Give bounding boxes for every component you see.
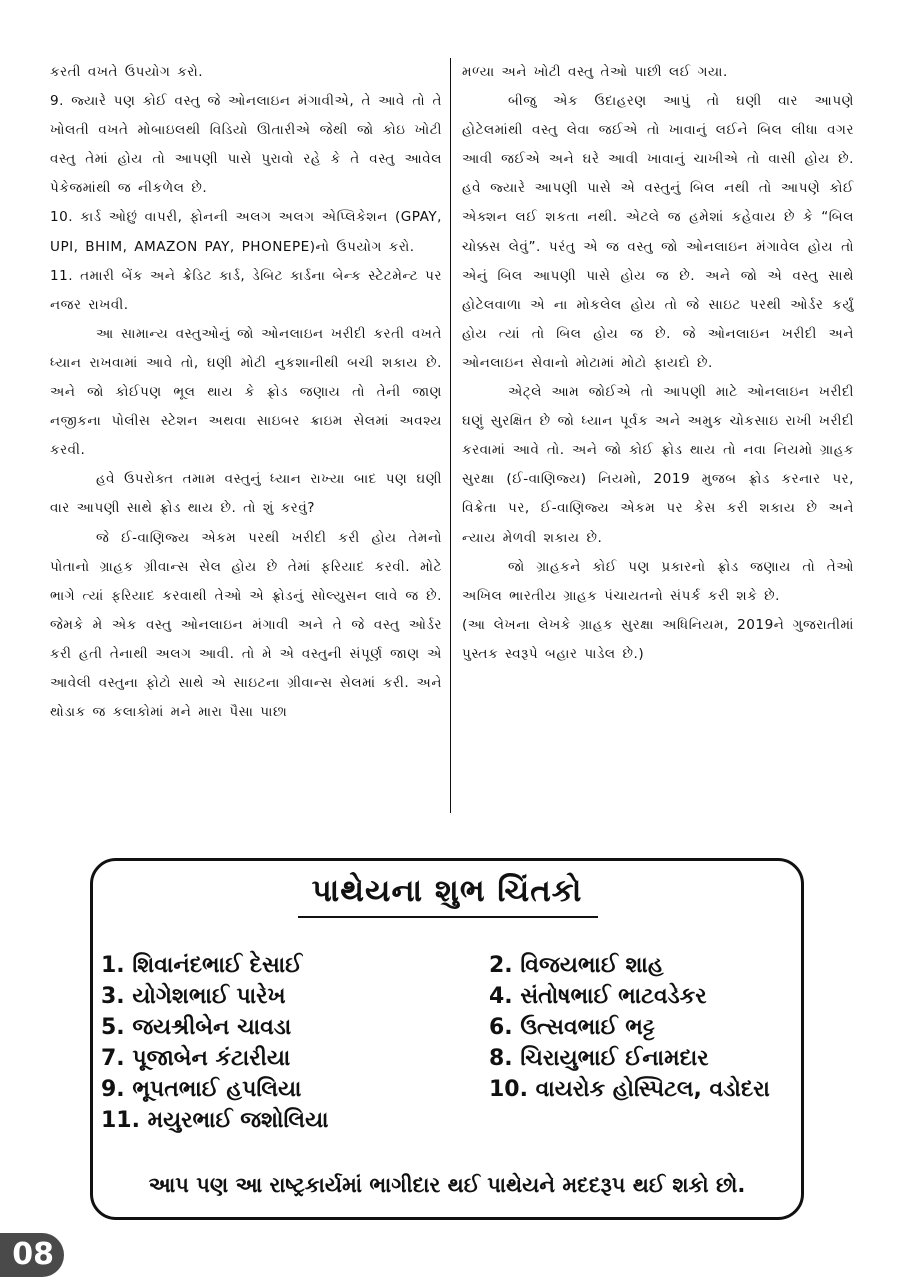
paragraph: 10. કાર્ડ ઓછું વાપરી, ફોનની અલગ અલગ એપ્લિકેશન (GPAY, UPI, BHIM, AMAZON PAY, PHONEPE)નો ઉપયોગ કરો. — [50, 209, 442, 255]
wellwisher-name: 9. ભૂપતભાઈ હપલિયા — [101, 1077, 302, 1102]
paragraph: આ સામાન્ય વસ્તુઓનું જો ઓનલાઇન ખરીદી કરતી વખતે ધ્યાન રાખવામાં આવે તો, ઘણી મોટી નુકશાનીથી બચી શકાય છે. અને જો કોઈપણ ભૂલ થાય કે ફ્રોડ જણાય તો તેની જાણ નજીકના પોલીસ સ્ટેશન અથવા સાઇબર ક્રાઇમ સેલમાં અવશ્ય કરવી. — [50, 325, 442, 459]
page-number: 08 — [0, 1233, 64, 1277]
wellwisher-name: 10. વાયરોક હોસ્પિટલ, વડોદરા — [489, 1077, 770, 1102]
wellwisher-name: 6. ઉત્સવભાઈ ભટ્ટ — [489, 1015, 655, 1040]
article-body — [50, 58, 862, 818]
right-column — [462, 58, 854, 818]
title-underline — [298, 916, 598, 918]
wellwishers-list — [101, 953, 801, 1143]
wellwisher-name: 4. સંતોષભાઈ ભાટવડેકર — [489, 984, 707, 1009]
paragraph: બીજુ એક ઉદાહરણ આપું તો ઘણી વાર આપણે હોટેલમાંથી વસ્તુ લેવા જઈએ તો ખાવાનું લઈને બિલ લીધા વગર આવી જઈએ અને ઘરે આવી ખાવાનું ચાખીએ તો વાસી હોય છે. હવે જ્યારે આપણી પાસે એ વસ્તુનું બિલ નથી તો આપણે કોઈ એક્શન લઈ શકતા નથી. એટલે જ હમેશાં કહેવાય છે કે “બિલ ચોક્કસ લેવું”. પરંતુ એ જ વસ્તુ જો ઓનલાઇન મંગાવેલ હોય તો એનું બિલ આપણી પાસે હોય જ છે. અને જો એ વસ્તુ સાથે હોટેલવાળા એ ના મોકલેલ હોય તો જે સાઇટ પરથી ઓર્ડર કર્યું હોય ત્યાં તો બિલ હોય જ છે. જે ઓનલાઇન ખરીદી અને ઓનલાઇન સેવાનો મોટામાં મોટો ફાયદો છે. — [462, 93, 854, 371]
paragraph: જો ગ્રાહકને કોઈ પણ પ્રકારનો ફ્રોડ જણાય તો તેઓ અખિલ ભારતીય ગ્રાહક પંચાયતનો સંપર્ક કરી શકે છે. — [462, 558, 854, 604]
paragraph: હવે ઉપરોક્ત તમામ વસ્તુનું ધ્યાન રાખ્યા બાદ પણ ઘણી વાર આપણી સાથે ફ્રોડ થાય છે. તો શું કરવું? — [50, 471, 442, 517]
wellwisher-name: 8. ચિરાયુભાઈ ઈનામદાર — [489, 1046, 709, 1071]
wellwishers-box — [90, 858, 804, 1220]
left-column — [50, 58, 442, 818]
wellwisher-name: 2. વિજયભાઈ શાહ — [489, 953, 664, 978]
column-divider — [450, 58, 451, 813]
wellwisher-name: 5. જયશ્રીબેન ચાવડા — [101, 1015, 292, 1040]
paragraph: મળ્યા અને ખોટી વસ્તુ તેઓ પાછી લઈ ગયા. — [462, 64, 728, 80]
author-note: (આ લેખના લેખકે ગ્રાહક સુરક્ષા અધિનિયમ, 2019ને ગુજરાતીમાં પુસ્તક સ્વરૂપે બહાર પાડેલ છે.) — [462, 616, 854, 662]
paragraph: કરતી વખતે ઉપયોગ કરો. — [50, 64, 204, 80]
paragraph: 9. જ્યારે પણ કોઈ વસ્તુ જે ઓનલાઇન મંગાવીએ, તે આવે તો તે ખોલતી વખતે મોબાઇલથી વિડિયો ઊતારીએ જેથી જો કોઇ ખોટી વસ્તુ તેમાં હોય તો આપણી પાસે પુરાવો રહે કે તે વસ્તુ આવેલ પેકેજમાંથી જ નીકળેલ છે. — [50, 93, 442, 197]
wellwisher-name: 11. મયુરભાઈ જશોલિયા — [101, 1108, 329, 1133]
wellwisher-name: 7. પૂજાબેન કંટારીયા — [101, 1046, 291, 1071]
wellwisher-name: 1. શિવાનંદભાઈ દેસાઈ — [101, 953, 303, 978]
paragraph: એટ્લે આમ જોઈએ તો આપણી માટે ઓનલાઇન ખરીદી ઘણું સુરક્ષિત છે જો ધ્યાન પૂર્વક અને અમુક ચોકસાઇ રાખી ખરીદી કરવામાં આવે તો. અને જો કોઈ ફ્રોડ થાય તો નવા નિયમો ગ્રાહક સુરક્ષા (ઈ-વાણિજ્ય) નિયમો, 2019 મુજબ ફ્રોડ કરનાર પર, વિક્રેતા પર, ઈ-વાણિજ્ય એકમ પર કેસ કરી શકાય છે અને ન્યાય મેળવી શકાય છે. — [462, 384, 854, 546]
appeal-text: આપ પણ આ રાષ્ટ્રકાર્યમાં ભાગીદાર થઈ પાથેયને મદદરૂપ થઈ શકો છો. — [148, 1173, 746, 1197]
wellwishers-title: પાથેયના શુભ ચિંતકો — [311, 873, 583, 909]
wellwisher-name: 3. યોગેશભાઈ પારેખ — [101, 984, 286, 1009]
paragraph: જે ઈ-વાણિજ્ય એકમ પરથી ખરીદી કરી હોય તેમનો પોતાનો ગ્રાહક ગ્રીવાન્સ સેલ હોય છે તેમાં ફરિયાદ કરવી. મોટે ભાગે ત્યાં ફરિયાદ કરવાથી તેઓ એ ફ્રોડનું સોલ્યુસન લાવે જ છે. જેમકે મે એક વસ્તુ ઓનલાઇન મંગાવી અને તે જે વસ્તુ ઓર્ડર કરી હતી તેનાથી અલગ આવી. તો મે એ વસ્તુની સંપૂર્ણ જાણ એ આવેલી વસ્તુના ફોટો સાથે એ સાઇટના ગ્રીવાન્સ સેલમાં કરી. અને થોડાક જ કલાકોમાં મને મારા પૈસા પાછા — [50, 529, 442, 721]
paragraph: 11. તમારી બેંક અને ક્રેડિટ કાર્ડ, ડેબિટ કાર્ડના બેન્ક સ્ટેટમેન્ટ પર નજર રાખવી. — [50, 267, 442, 313]
